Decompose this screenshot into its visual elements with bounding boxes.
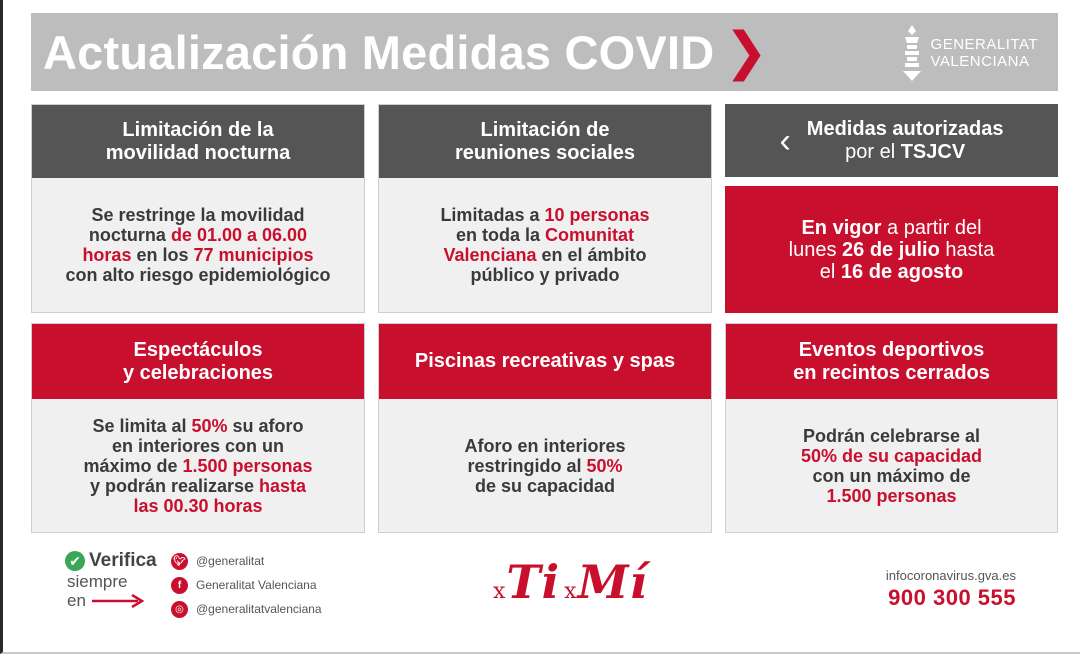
highlight-text: 1.500 personas bbox=[826, 485, 957, 506]
body-text: En vigor bbox=[801, 216, 882, 239]
card-title-line bbox=[807, 141, 1004, 164]
generalitat-logo bbox=[899, 23, 1038, 83]
slogan-x: x bbox=[493, 579, 507, 604]
arrow-right-icon bbox=[92, 594, 144, 608]
card-body-line bbox=[801, 446, 982, 466]
card-body bbox=[32, 178, 364, 312]
card-body-line bbox=[83, 456, 312, 476]
card-body-line bbox=[440, 245, 649, 265]
card-title-line: en recintos cerrados bbox=[793, 361, 990, 384]
card-title-line: Limitación de la bbox=[122, 118, 274, 141]
body-text: de su capacidad bbox=[474, 475, 616, 496]
instagram-icon: ◎ bbox=[171, 601, 188, 618]
body-text: máximo de bbox=[83, 455, 183, 476]
body-text: los bbox=[162, 245, 194, 265]
highlight-text: de 01.00 a 06.00 bbox=[170, 225, 308, 245]
card-body-line bbox=[83, 476, 312, 496]
check-icon: ✔ bbox=[65, 551, 85, 571]
info-phone: 900 300 555 bbox=[888, 585, 1016, 610]
twitter-icon: 🐦︎ bbox=[171, 553, 188, 570]
instagram-link[interactable] bbox=[171, 597, 322, 621]
info-block bbox=[886, 568, 1016, 611]
instagram-handle: @generalitatvalenciana bbox=[196, 602, 322, 616]
card-eventos-deportivos bbox=[725, 323, 1058, 533]
card-body-line bbox=[464, 476, 625, 496]
card-body-line bbox=[801, 426, 982, 446]
card-title-line: Limitación de bbox=[480, 118, 610, 141]
card-movilidad-nocturna bbox=[31, 104, 365, 313]
card-title-line: y celebraciones bbox=[122, 361, 274, 384]
twitter-link[interactable] bbox=[171, 549, 322, 573]
card-body-line bbox=[801, 486, 982, 506]
highlight-text: 50% bbox=[586, 455, 623, 476]
card-body bbox=[32, 399, 364, 532]
social-links bbox=[171, 549, 322, 621]
highlight-text: Comunitat bbox=[545, 225, 634, 245]
card-title-line: reuniones sociales bbox=[454, 141, 636, 164]
card-body-line bbox=[789, 217, 995, 239]
facebook-handle: Generalitat Valenciana bbox=[196, 578, 317, 592]
bat-emblem-icon bbox=[899, 23, 925, 83]
en-label: en bbox=[67, 591, 86, 610]
card-title-line: Eventos deportivos bbox=[798, 338, 985, 361]
card-header bbox=[725, 104, 1058, 177]
card-header bbox=[379, 105, 711, 178]
title-banner bbox=[31, 13, 1058, 91]
highlight-text: 1.500 personas bbox=[182, 455, 313, 476]
card-body-line bbox=[83, 436, 312, 456]
body-text: lunes bbox=[788, 238, 843, 261]
body-text: Podrán celebrarse al bbox=[802, 425, 981, 446]
body-text: 26 de julio bbox=[842, 238, 940, 261]
slogan-xtiximi bbox=[493, 555, 648, 609]
chevron-right-icon: ❯ bbox=[724, 23, 768, 81]
body-text: con alto riesgo epidemiológico bbox=[65, 265, 331, 285]
verifica-block bbox=[65, 550, 157, 610]
body-text: a partir del bbox=[881, 216, 982, 239]
logo-line-1: GENERALITAT bbox=[930, 36, 1038, 53]
card-piscinas bbox=[378, 323, 712, 533]
card-body-line bbox=[83, 496, 312, 516]
body-text: Se limita al bbox=[92, 415, 192, 436]
body-text: Se restringe la movilidad bbox=[91, 205, 305, 225]
card-body-line bbox=[464, 436, 625, 456]
body-text: Aforo en interiores bbox=[464, 435, 626, 456]
body-text: en bbox=[131, 245, 163, 265]
body-text: en interiores con un bbox=[111, 435, 285, 456]
card-title-line: movilidad nocturna bbox=[105, 141, 291, 164]
body-text: restringido al bbox=[467, 455, 587, 476]
highlight-text: 50% de su capacidad bbox=[800, 445, 983, 466]
card-body bbox=[379, 178, 711, 312]
en-row bbox=[67, 591, 157, 610]
twitter-handle: @generalitat bbox=[196, 554, 265, 568]
body-text: hasta bbox=[939, 238, 995, 261]
body-text: su aforo bbox=[227, 415, 304, 436]
card-body-line bbox=[65, 265, 330, 285]
card-title-part: por el bbox=[845, 140, 901, 163]
card-body bbox=[725, 186, 1058, 313]
card-body bbox=[726, 399, 1057, 532]
card-body-line bbox=[65, 245, 330, 265]
body-text: 16 de agosto bbox=[840, 260, 964, 283]
verifica-label: Verifica bbox=[89, 550, 157, 571]
card-title-part: TSJCV bbox=[900, 140, 966, 163]
card-body bbox=[379, 399, 711, 532]
page-title: Actualización Medidas COVID bbox=[43, 25, 715, 79]
slogan-mi: Mí bbox=[577, 555, 648, 609]
body-text: y podrán realizarse bbox=[89, 475, 260, 496]
highlight-text: las 00.30 horas bbox=[133, 495, 263, 516]
body-text: el bbox=[819, 260, 841, 283]
card-body-line bbox=[789, 239, 995, 261]
card-header bbox=[379, 324, 711, 399]
body-text: con un máximo de bbox=[812, 465, 971, 486]
facebook-icon: f bbox=[171, 577, 188, 594]
body-text: nocturna bbox=[88, 225, 171, 245]
card-title-line: Piscinas recreativas y spas bbox=[414, 350, 676, 372]
card-header bbox=[32, 324, 364, 399]
facebook-link[interactable] bbox=[171, 573, 322, 597]
body-text: público y privado bbox=[470, 265, 620, 285]
card-body-line bbox=[65, 205, 330, 225]
highlight-text: 50% bbox=[191, 415, 228, 436]
card-body-line bbox=[440, 265, 649, 285]
body-text: en toda la bbox=[455, 225, 545, 245]
card-tsjcv bbox=[725, 104, 1058, 313]
info-url-link[interactable]: infocoronavirus.gva.es bbox=[885, 568, 1016, 583]
slogan-x: x bbox=[564, 579, 578, 604]
logo-line-2: VALENCIANA bbox=[930, 53, 1030, 70]
highlight-text: 77 municipios bbox=[193, 245, 314, 265]
body-text: en el ámbito bbox=[536, 245, 647, 265]
highlight-text: 10 personas bbox=[544, 205, 650, 225]
highlight-text: horas bbox=[82, 245, 132, 265]
card-title-line: Medidas autorizadas bbox=[806, 117, 1004, 140]
card-body-line bbox=[440, 225, 649, 245]
card-body-line bbox=[83, 416, 312, 436]
highlight-text: hasta bbox=[259, 475, 307, 496]
body-text: Limitadas a bbox=[440, 205, 545, 225]
highlight-text: Valenciana bbox=[443, 245, 537, 265]
card-header bbox=[32, 105, 364, 178]
card-body-line bbox=[464, 456, 625, 476]
verifica-title bbox=[65, 550, 157, 572]
card-header bbox=[726, 324, 1057, 399]
chevron-left-icon: ‹ bbox=[779, 121, 791, 160]
card-espectaculos bbox=[31, 323, 365, 533]
card-reuniones-sociales bbox=[378, 104, 712, 313]
card-body-line bbox=[801, 466, 982, 486]
siempre-label: siempre bbox=[67, 572, 128, 591]
card-title-line: Espectáculos bbox=[133, 338, 263, 361]
card-body-line bbox=[440, 205, 649, 225]
card-body-line bbox=[65, 225, 330, 245]
slogan-ti: Ti bbox=[506, 555, 561, 609]
card-body-line bbox=[789, 261, 995, 283]
